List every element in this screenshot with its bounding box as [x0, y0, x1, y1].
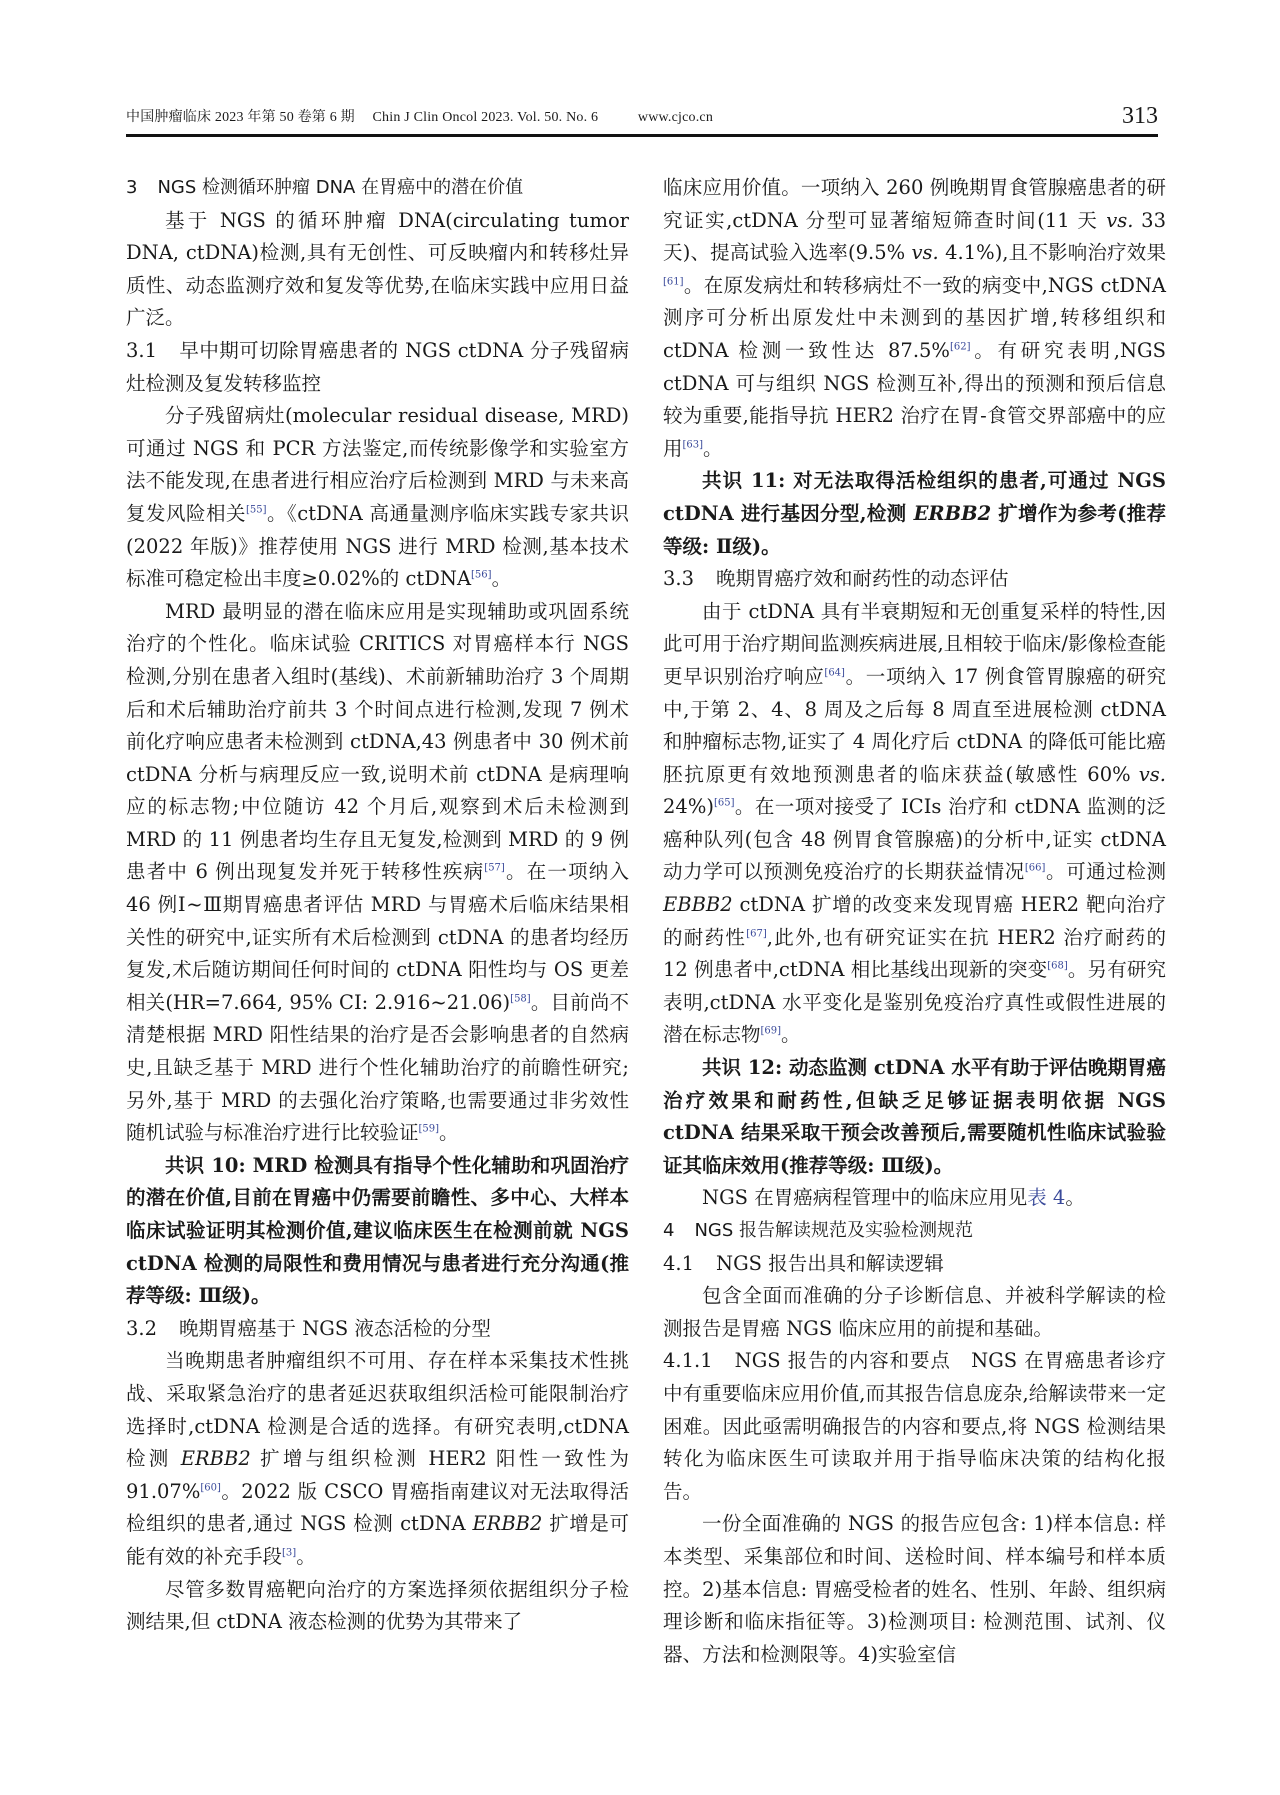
right-column — [663, 172, 1166, 1671]
paragraph: 当晚期患者肿瘤组织不可用、存在样本采集技术性挑战、采取紧急治疗的患者延迟获取组织活检可能限制治疗选择时,ctDNA 检测是合适的选择。有研究表明,ctDNA 检测 ERBB2 扩增与组织检测 HER2 阳性一致性为 91.07%[60]。2022 版 CSCO 胃癌指南建议对无法取得活检组织的患者,通过 NGS 检测 ctDNA ERBB2 扩增是可能有效的补充手段[3]。 — [126, 1349, 629, 1568]
paragraph: 分子残留病灶(molecular residual disease, MRD)可通过 NGS 和 PCR 方法鉴定,而传统影像学和实验室方法不能发现,在患者进行相应治疗后检测到 MRD 与未来高复发风险相关[55]。《ctDNA 高通量测序临床实践专家共识(2022 年版)》推荐使用 NGS 进行 MRD 检测,基本技术标准可稳定检出丰度≥0.02%的 ctDNA[56]。 — [126, 404, 629, 591]
paragraph: MRD 最明显的潜在临床应用是实现辅助或巩固系统治疗的个性化。临床试验 CRITICS 对胃癌样本行 NGS 检测,分别在患者入组时(基线)、术前新辅助治疗 3 个周期后和术后辅助治疗前共 3 个时间点进行检测,发现 7 例术前化疗响应患者未检测到 ctDNA,43 例患者中 30 例术前 ctDNA 分析与病理反应一致,说明术前 ctDNA 是病理响应的标志物;中位随访 42 个月后,观察到术后未检测到 MRD 的 11 例患者均生存且无复发,检测到 MRD 的 9 例患者中 6 例出现复发并死于转移性疾病[57]。在一项纳入 46 例Ⅰ~Ⅲ期胃癌患者评估 MRD 与胃癌术后临床结果相关性的研究中,证实所有术后检测到 ctDNA 的患者均经历复发,术后随访期间任何时间的 ctDNA 阳性均与 OS 更差相关(HR=7.664, 95% CI: 2.916~21.06)[58]。目前尚不清楚根据 MRD 阳性结果的治疗是否会影响患者的自然病史,且缺乏基于 MRD 进行个性化辅助治疗的前瞻性研究;另外,基于 MRD 的去强化治疗策略,也需要通过非劣效性随机试验与标准治疗进行比较验证[59]。 — [126, 599, 629, 1145]
citation-ref[interactable]: [67] — [746, 928, 767, 940]
citation-ref[interactable]: [57] — [484, 862, 505, 874]
section-3-1-heading: 3.1 早中期可切除胃癌患者的 NGS ctDNA 分子残留病灶检测及复发转移监控 — [126, 338, 629, 395]
section-4-1-heading: 4.1 NGS 报告出具和解读逻辑 — [663, 1251, 944, 1275]
citation-ref[interactable]: [60] — [200, 1482, 221, 1494]
page-number: 313 — [1122, 103, 1158, 129]
table-4-link[interactable]: 表 4 — [1027, 1186, 1066, 1210]
paragraph: 由于 ctDNA 具有半衰期短和无创重复采样的特性,因此可用于治疗期间监测疾病进展,且相较于临床/影像检查能更早识别治疗响应[64]。一项纳入 17 例食管胃腺癌的研究中,于第 2、4、8 周及之后每 8 周直至进展检测 ctDNA 和肿瘤标志物,证实了 4 周化疗后 ctDNA 的降低可能比癌胚抗原更有效地预测患者的临床获益(敏感性 60% vs. 24%)[65]。在一项对接受了 ICIs 治疗和 ctDNA 监测的泛癌种队列(包含 48 例胃食管腺癌)的分析中,证实 ctDNA 动力学可以预测免疫治疗的长期获益情况[66]。可通过检测 EBBB2 ctDNA 扩增的改变来发现胃癌 HER2 靶向治疗的耐药性[67],此外,也有研究证实在抗 HER2 治疗耐药的 12 例患者中,ctDNA 相比基线出现新的突变[68]。另有研究表明,ctDNA 水平变化是鉴别免疫治疗真性或假性进展的潜在标志物[69]。 — [663, 599, 1166, 1047]
paragraph: 尽管多数胃癌靶向治疗的方案选择须依据组织分子检测结果,但 ctDNA 液态检测的优势为其带来了 — [126, 1577, 629, 1634]
journal-name-en: Chin J Clin Oncol 2023. Vol. 50. No. 6 — [372, 110, 599, 125]
gene-name: ERBB2 — [913, 501, 992, 525]
section-3-heading: 3 NGS 检测循环肿瘤 DNA 在胃癌中的潜在价值 — [126, 177, 524, 198]
citation-ref[interactable]: [64] — [824, 667, 845, 679]
citation-ref[interactable]: [58] — [510, 993, 531, 1005]
citation-ref[interactable]: [62] — [949, 341, 971, 353]
consensus-12: 共识 12: 动态监测 ctDNA 水平有助于评估晚期胃癌治疗效果和耐药性,但缺乏足够证据表明依据 NGS ctDNA 结果采取干预会改善预后,需要随机性临床试验验证其临床效用(推荐等级: Ⅲ级)。 — [663, 1056, 1166, 1177]
citation-ref[interactable]: [66] — [1024, 862, 1046, 874]
paragraph: 一份全面准确的 NGS 的报告应包含: 1)样本信息: 样本类型、采集部位和时间、送检时间、样本编号和样本质控。2)基本信息: 胃癌受检者的姓名、性别、年龄、组织病理诊断和临床指征等。3)检测项目: 检测范围、试剂、仪器、方法和检测限等。4)实验室信 — [663, 1512, 1166, 1666]
paragraph: NGS 在胃癌病程管理中的临床应用见表 4。 — [702, 1186, 1085, 1210]
gene-name: ERBB2 — [180, 1447, 251, 1471]
citation-ref[interactable]: [63] — [682, 439, 704, 451]
citation-ref[interactable]: [65] — [713, 797, 735, 809]
gene-name: EBBB2 — [663, 893, 733, 917]
section-3-2-heading: 3.2 晚期胃癌基于 NGS 液态活检的分型 — [126, 1316, 491, 1340]
paragraph: 包含全面而准确的分子诊断信息、并被科学解读的检测报告是胃癌 NGS 临床应用的前提和基础。 — [663, 1284, 1166, 1340]
journal-citation — [126, 106, 727, 126]
running-header — [126, 100, 1158, 137]
paragraph: 4.1.1 NGS 报告的内容和要点 NGS 在胃癌患者诊疗中有重要临床应用价值,而其报告信息庞杂,给解读带来一定困难。因此亟需明确报告的内容和要点,将 NGS 检测结果转化为临床医生可读取并用于指导临床决策的结构化报告。 — [663, 1349, 1166, 1503]
citation-ref[interactable]: [3] — [282, 1547, 297, 1559]
section-4-heading: 4 NGS 报告解读规范及实验检测规范 — [663, 1220, 974, 1241]
citation-ref[interactable]: [68] — [1047, 960, 1068, 972]
paragraph: 基于 NGS 的循环肿瘤 DNA(circulating tumor DNA, ctDNA)检测,具有无创性、可反映瘤内和转移灶异质性、动态监测疗效和复发等优势,在临床实践中应用日益广泛。 — [126, 208, 629, 330]
gene-name: ERBB2 — [472, 1512, 543, 1536]
journal-website[interactable]: www.cjco.cn — [637, 110, 714, 125]
citation-ref[interactable]: [56] — [471, 569, 492, 581]
consensus-10: 共识 10: MRD 检测具有指导个性化辅助和巩固治疗的潜在价值,目前在胃癌中仍需要前瞻性、多中心、大样本临床试验证明其检测价值,建议临床医生在检测前就 NGS ctDNA 检测的局限性和费用情况与患者进行充分沟通(推荐等级: Ⅲ级)。 — [126, 1153, 629, 1308]
section-4-1-1-title: NGS 报告的内容和要点 — [734, 1349, 951, 1373]
citation-ref[interactable]: [69] — [760, 1025, 782, 1037]
section-3-3-heading: 3.3 晚期胃癌疗效和耐药性的动态评估 — [663, 567, 1009, 591]
journal-name-cn: 中国肿瘤临床 2023 年第 50 卷第 6 期 — [126, 110, 355, 125]
section-4-1-1-num: 4.1.1 — [663, 1349, 713, 1373]
citation-ref[interactable]: [61] — [663, 276, 684, 288]
left-column — [126, 172, 629, 1639]
citation-ref[interactable]: [55] — [246, 504, 267, 516]
paragraph: 临床应用价值。一项纳入 260 例晚期胃食管腺癌患者的研究证实,ctDNA 分型可显著缩短筛查时间(11 天 vs. 33 天)、提高试验入选率(9.5% vs. 4.1%),且不影响治疗效果[61]。在原发病灶和转移病灶不一致的病变中,NGS ctDNA 测序可分析出原发灶中未测到的基因扩增,转移组织和 ctDNA 检测一致性达 87.5%[62]。有研究表明,NGS ctDNA 可与组织 NGS 检测互补,得出的预测和预后信息较为重要,能指导抗 HER2 治疗在胃-食管交界部癌中的应用[63]。 — [663, 176, 1166, 460]
citation-ref[interactable]: [59] — [418, 1123, 440, 1135]
consensus-11: 共识 11: 对无法取得活检组织的患者,可通过 NGS ctDNA 进行基因分型,检测 ERBB2 扩增作为参考(推荐等级: Ⅱ级)。 — [663, 469, 1166, 558]
